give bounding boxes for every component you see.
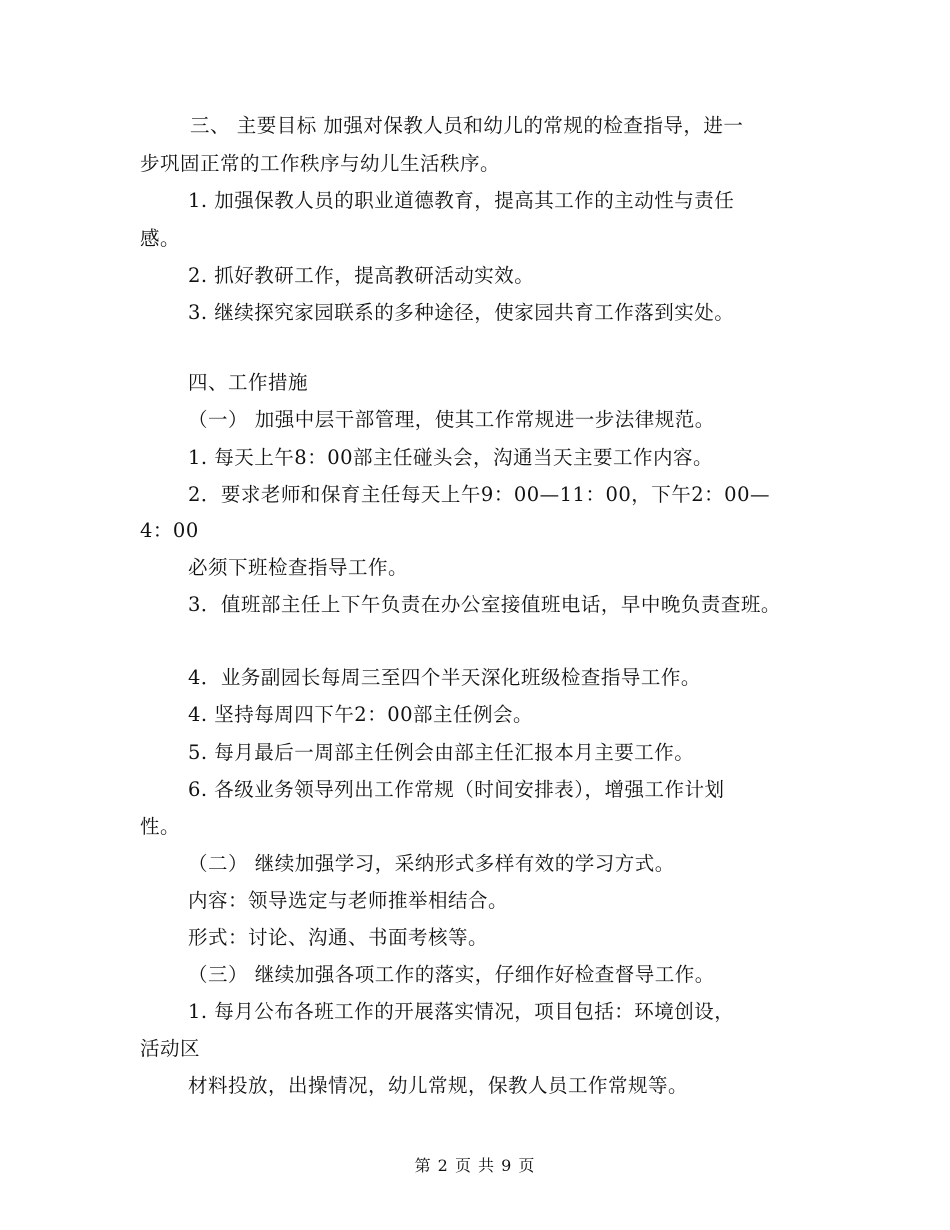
paragraph-line: 活动区 (140, 1037, 201, 1060)
paragraph-line: 1. 每月公布各班工作的开展落实情况，项目包括：环境创设， (188, 1000, 735, 1023)
paragraph-line: 6. 各级业务领导列出工作常规（时间安排表），增强工作计划 (188, 778, 725, 801)
paragraph-line: 4．业务副园长每周三至四个半天深化班级检查指导工作。 (188, 666, 701, 689)
paragraph-line: 2. 抓好教研工作，提高教研活动实效。 (188, 264, 535, 287)
paragraph-line: 3. 继续探究家园联系的多种途径，使家园共育工作落到实处。 (188, 301, 735, 324)
paragraph-line: 材料投放，出操情况，幼儿常规，保教人员工作常规等。 (188, 1074, 689, 1097)
paragraph-line: 感。 (140, 227, 181, 250)
paragraph-line: 2．要求老师和保育主任每天上午9：00—11：00，下午2：00— (188, 483, 770, 506)
paragraph-line: 性。 (140, 815, 181, 838)
paragraph-line: 4. 坚持每周四下午2：00部主任例会。 (188, 703, 534, 726)
paragraph-line: 4：00 (140, 519, 199, 542)
paragraph-line: 步巩固正常的工作秩序与幼儿生活秩序。 (140, 152, 501, 175)
paragraph-line: （二） 继续加强学习，采纳形式多样有效的学习方式。 (188, 852, 675, 875)
paragraph-line: 1. 每天上午8：00部主任碰头会，沟通当天主要工作内容。 (188, 446, 714, 469)
paragraph-line: 1. 加强保教人员的职业道德教育，提高其工作的主动性与责任 (188, 189, 735, 212)
paragraph-line: 3．值班部主任上下午负责在办公室接值班电话，早中晚负责查班。 (188, 593, 781, 616)
page-footer: 第 2 页 共 9 页 (414, 1156, 536, 1175)
section-heading: 四、工作措施 (188, 371, 309, 394)
paragraph-line: 必须下班检查指导工作。 (188, 556, 409, 579)
paragraph-line: （一） 加强中层干部管理，使其工作常规进一步法律规范。 (188, 408, 715, 431)
paragraph-line: 三、 主要目标 加强对保教人员和幼儿的常规的检查指导，进一 (190, 114, 744, 137)
paragraph-line: 5. 每月最后一周部主任例会由部主任汇报本月主要工作。 (188, 741, 695, 764)
paragraph-line: 形式：讨论、沟通、书面考核等。 (188, 926, 489, 949)
paragraph-line: （三） 继续加强各项工作的落实，仔细作好检查督导工作。 (188, 963, 715, 986)
paragraph-line: 内容：领导选定与老师推举相结合。 (188, 889, 509, 912)
